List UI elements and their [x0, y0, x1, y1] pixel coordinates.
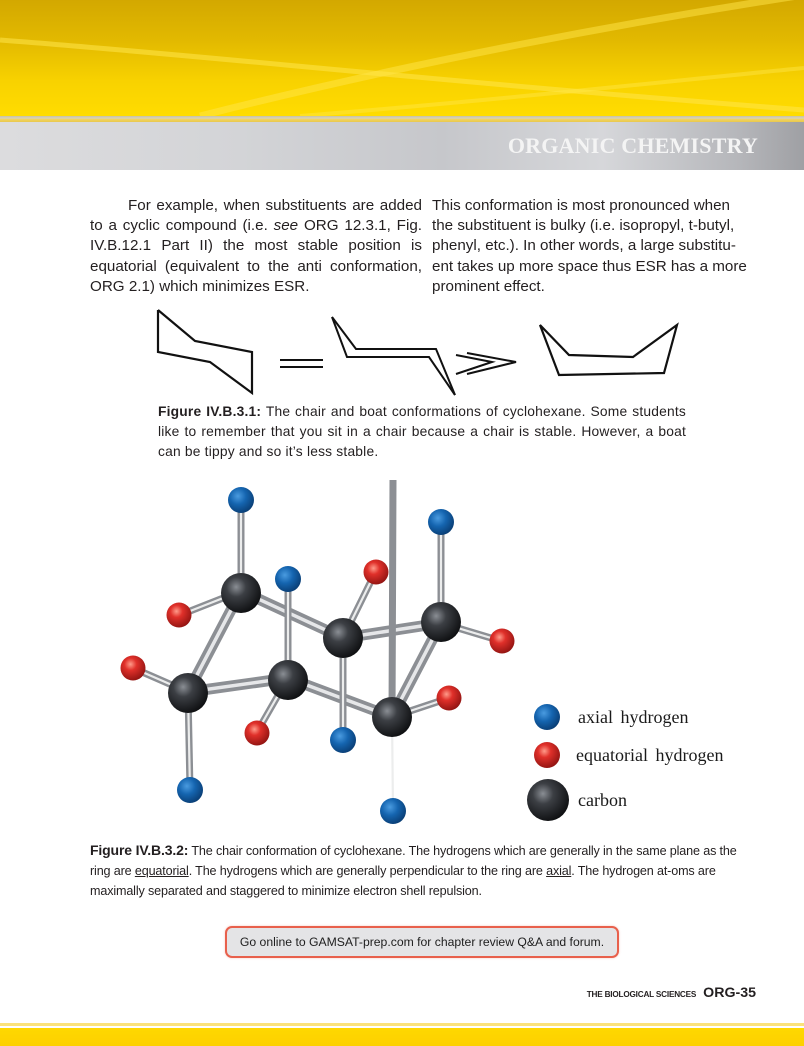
term-axial: axial	[546, 864, 572, 878]
equatorial-hydrogen-atom	[167, 603, 192, 628]
right-paragraph: This conformation is most pronounced when the substituent is bulky (i.e. isopropyl, t-butyl, phenyl, etc.). In other words, a large substitu-ent takes up more space thus ESR has a more prominent effect.	[432, 197, 747, 295]
footer-section-name: THE BIOLOGICAL SCIENCES	[586, 990, 697, 999]
axial-hydrogen-atom	[380, 798, 406, 824]
chair-skeletal-structure	[158, 310, 252, 393]
footer-banner	[0, 1028, 804, 1046]
equatorial-hydrogen-atom	[364, 560, 389, 585]
axial-hydrogen-atom	[428, 509, 454, 535]
figure-1-label: Figure IV.B.3.1:	[158, 404, 262, 419]
online-review-callout[interactable]	[225, 926, 619, 958]
equatorial-hydrogen-atom	[121, 656, 146, 681]
carbon-atom	[168, 673, 208, 713]
equatorial-hydrogen-atom	[437, 686, 462, 711]
legend-item-axial	[532, 702, 688, 732]
blue-sphere-icon	[532, 702, 562, 732]
figure-1-caption-text: The chair and boat conformations of cyclohexane. Some students like to remember that you sit in a chair because a chair is stable. However, a boat can be tippy and so it’s less stable.	[158, 404, 686, 459]
header-swoosh-decoration	[0, 0, 804, 116]
left-paragraph-text-2: ORG 12.3.1, Fig. IV.B.12.1 Part II) the most stable position is equatorial (equivalent to the anti conformation, ORG 2.1) which minimizes ESR.	[90, 217, 422, 295]
boat-structure	[540, 325, 677, 375]
carbon-atom	[268, 660, 308, 700]
legend-label-axial: axial hydrogen	[578, 706, 689, 727]
figure-1-conformations	[140, 300, 700, 400]
chair-perspective-structure	[332, 317, 455, 395]
left-paragraph-text-1: For example, when substituents are added to a cyclic compound (i.e.	[90, 197, 422, 235]
term-equatorial: equatorial	[134, 864, 189, 878]
header-banner	[0, 0, 804, 116]
legend-item-equatorial	[532, 740, 723, 770]
equatorial-hydrogen-atom	[490, 629, 515, 654]
equals-symbol	[280, 360, 323, 367]
right-column	[432, 196, 752, 297]
carbon-atom	[323, 618, 363, 658]
left-paragraph	[90, 196, 422, 297]
figure-2-caption-text-2: . The hydrogens which are generally perpendicular to the ring are	[188, 864, 547, 878]
black-sphere-icon	[526, 778, 570, 822]
carbon-atom	[421, 602, 461, 642]
page-footer	[587, 985, 756, 1001]
figure-2-caption-text-1: The chair conformation of cyclohexane. The hydrogens which are generally in the same plane as the ring are	[90, 844, 737, 878]
figure-2-label: Figure IV.B.3.2:	[90, 842, 189, 858]
online-review-text: Go online to GAMSAT-prep.com for chapter review Q&A and forum.	[239, 935, 605, 949]
equatorial-hydrogens	[121, 560, 515, 746]
axial-hydrogen-atom	[275, 566, 301, 592]
left-column	[90, 196, 422, 297]
axial-hydrogen-atom	[330, 727, 356, 753]
figure-2-caption	[90, 840, 758, 901]
figure-2-chair-model	[100, 480, 760, 830]
figure-1-caption	[158, 402, 686, 462]
axial-hydrogen-atom	[228, 487, 254, 513]
much-greater-than-symbol	[456, 353, 516, 374]
figure-2-caption-text-3: . The hydrogen at-oms are maximally separated and staggered to minimize electron shell repulsion.	[90, 864, 716, 898]
left-paragraph-italic: see	[273, 217, 299, 235]
page-number: ORG-35	[703, 985, 756, 1001]
section-title: ORGANIC CHEMISTRY	[507, 133, 758, 158]
legend-label-carbon: carbon	[578, 789, 627, 810]
equatorial-hydrogen-atom	[245, 721, 270, 746]
red-sphere-icon	[532, 740, 562, 770]
axial-hydrogens	[177, 487, 454, 824]
carbon-atom	[372, 697, 412, 737]
legend-item-carbon	[526, 778, 627, 822]
axial-hydrogen-atom	[177, 777, 203, 803]
legend-label-equatorial: equatorial hydrogen	[576, 744, 724, 765]
carbon-atom	[221, 573, 261, 613]
